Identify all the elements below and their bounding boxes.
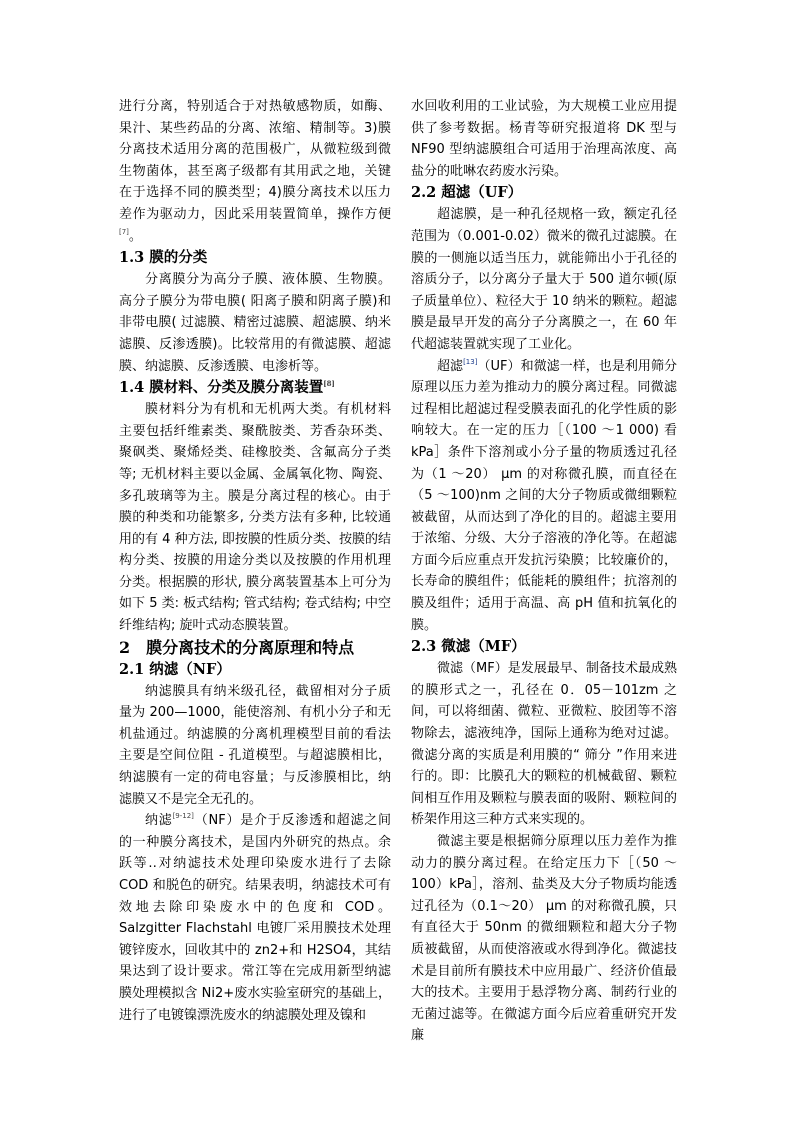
paragraph — [411, 356, 677, 637]
paragraph-text: 。 — [128, 228, 142, 244]
citation: [8] — [323, 379, 335, 389]
paragraph — [119, 96, 391, 247]
paragraph: 超滤膜，是一种孔径规格一致，额定孔径范围为（0.001-0.02）微米的微孔过滤膜。在膜的一侧施以适当压力，就能筛出小于孔径的溶质分子，以分离分子量大于 500 道尔顿(原子质量单位）、粒径大于 10 纳米的颗粒。超滤膜是最早开发的高分子分离膜之一，在 60 年代超滤装置就实现了工业化。 — [411, 207, 677, 352]
paragraph: 纳滤膜具有纳米级孔径，截留相对分子质量为 200—1000，能使溶剂、有机小分子和无机盐通过。纳滤膜的分离机理模型目前的看法主要是空间位阻 - 孔道模型。与超滤膜相比，纳滤膜有一定的荷电容量；与反渗膜相比，纳滤膜又不是完全无孔的。 — [119, 683, 391, 807]
paragraph: 膜材料分为有机和无机两大类。有机材料主要包括纤维素类、聚酰胺类、芳香杂环类、聚砜类、聚烯烃类、硅橡胶类、含氟高分子类等; 无机材料主要以金属、金属氧化物、陶瓷、多孔玻璃等为主。膜是分离过程的核心。由于膜的种类和功能繁多, 分类方法有多种, 比较通用的有 4 种方法, 即按膜的性质分类、按膜的结构分类、按膜的用途分类以及按膜的作用机理分类。根据膜的形状, 膜分离装置基本上可分为如下 5 类: 板式结构; 管式结构; 卷式结构; 中空纤维结构; 旋叶式动态膜装置。 — [119, 402, 391, 634]
section-heading-1-4 — [119, 377, 391, 399]
citation: [9-12] — [172, 812, 194, 821]
left-column — [119, 96, 391, 1026]
right-column — [411, 96, 677, 1047]
citation: [7] — [119, 227, 129, 236]
citation: [13] — [463, 357, 478, 366]
paragraph-text: （UF）和微滤一样，也是利用筛分原理以压力差为推动力的膜分离过程。同微滤过程相比超滤过程受膜表面孔的化学性质的影响较大。在一定的压力［（100 ～1 000) 看 kPa］条件下溶剂或小分子量的物质透过孔径为（1 ～20） μm 的对称微孔膜，而直径在（5 ～100)nm 之间的大分子物质或微细颗粒被截留，从而达到了净化的目的。超滤主要用于浓缩、分级、大分子溶液的净化等。在超滤方面今后应重点开发抗污染膜；比较廉价的，长寿命的膜组件；低能耗的膜组件；抗溶剂的膜及组件；适用于高温、高 pH 值和抗氧化的膜。 — [411, 358, 677, 633]
section-heading-2-2: 2.2 超滤（UF） — [411, 184, 523, 202]
section-heading-2-1: 2.1 纳滤（NF） — [119, 660, 231, 678]
paragraph: 微滤主要是根据筛分原理以压力差作为推动力的膜分离过程。在给定压力下［（50 ～100）kPa］，溶剂、盐类及大分子物质均能透过孔径为（0.1～20） μm 的对称微孔膜，只有直径大于 50nm 的微细颗粒和超大分子物质被截留，从而使溶液或水得到净化。微滤技术是目前所有膜技术中应用最广、经济价值最大的技术。主要用于悬浮物分离、制药行业的无菌过滤等。在微滤方面今后应着重研究开发廉 — [411, 834, 677, 1044]
section-heading-2-3: 2.3 微滤（MF） — [411, 638, 526, 656]
paragraph: 微滤（MF）是发展最早、制备技术最成熟的膜形式之一，孔径在 0．05－101zm 之间，可以将细菌、微粒、亚微粒、胶团等不溶物除去，滤液纯净，国际上通称为绝对过滤。微滤分离的实质是利用膜的“ 筛分 ”作用来进行的。即：比膜孔大的颗粒的机械截留、颗粒间相互作用及颗粒与膜表面的吸附、颗粒间的桥架作用这三种方式来实现的。 — [411, 661, 677, 828]
paragraph-text: （NF）是介于反渗透和超滤之间的一种膜分离技术，是国内外研究的热点。余跃等‥对纳滤技术处理印染废水进行了去除 COD 和脱色的研究。结果表明，纳滤技术可有效地去除印染废水中的色度和 COD。Salzgitter Flachstahl 电镀厂采用膜技术处理镀锌废水，回收其中的 zn2+和 H2SO4，其结果达到了设计要求。常江等在完成用新型纳滤膜处理模拟含 Ni2+废水实验室研究的基础上，进行了电镀镍漂洗废水的纳滤膜处理及镍和 — [119, 813, 391, 1023]
section-heading-2: 2 膜分离技术的分离原理和特点 — [119, 637, 355, 657]
paragraph — [119, 810, 391, 1026]
paragraph-text: 超滤 — [437, 358, 464, 374]
paragraph: 分离膜分为高分子膜、液体膜、生物膜。高分子膜分为带电膜( 阳离子膜和阴离子膜)和非带电膜( 过滤膜、精密过滤膜、超滤膜、纳米滤膜、反渗透膜)。比较常用的有微滤膜、超滤膜、纳滤膜、反渗透膜、电渗析等。 — [119, 272, 391, 374]
paragraph: 水回收利用的工业试验，为大规模工业应用提供了参考数据。杨青等研究报道将 DK 型与 NF90 型纳滤膜组合可适用于治理高浓度、高盐分的吡啉农药废水污染。 — [411, 99, 677, 179]
paragraph-text: 进行分离，特别适合于对热敏感物质，如酶、果汁、某些药品的分离、浓缩、精制等。3)膜分离技术适用分离的范围极广，从微粒级到微生物菌体，甚至离子级都有其用武之地，关键在于选择不同的膜类型；4)膜分离技术以压力差作为驱动力，因此采用装置简单，操作方便 — [119, 99, 391, 222]
section-heading-1-3: 1.3 膜的分类 — [119, 249, 208, 267]
heading-text: 1.4 膜材料、分类及膜分离装置 — [119, 379, 324, 397]
paragraph-text: 纳滤 — [145, 813, 173, 829]
